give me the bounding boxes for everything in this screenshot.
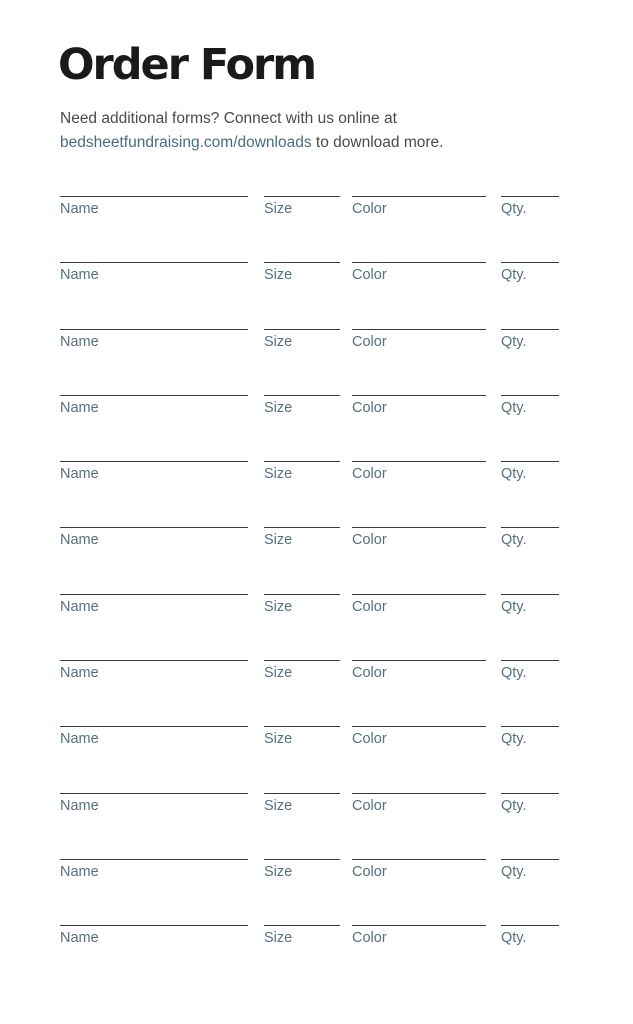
order-row xyxy=(60,244,580,310)
name-label: Name xyxy=(60,598,99,615)
order-row xyxy=(60,377,580,443)
color-label: Color xyxy=(352,267,387,284)
name-label: Name xyxy=(60,665,99,682)
intro-text xyxy=(60,107,600,155)
color-field[interactable] xyxy=(352,594,486,616)
qty-label: Qty. xyxy=(501,731,527,748)
order-row xyxy=(60,708,580,774)
qty-label: Qty. xyxy=(501,863,527,880)
qty-label: Qty. xyxy=(501,930,527,947)
qty-field[interactable] xyxy=(501,461,559,483)
color-field[interactable] xyxy=(352,925,486,947)
name-field[interactable] xyxy=(60,329,248,351)
size-field[interactable] xyxy=(264,329,340,351)
name-label: Name xyxy=(60,267,99,284)
qty-field[interactable] xyxy=(501,527,559,549)
name-field[interactable] xyxy=(60,461,248,483)
color-field[interactable] xyxy=(352,527,486,549)
intro-line-2 xyxy=(60,131,600,155)
order-row xyxy=(60,443,580,509)
color-field[interactable] xyxy=(352,262,486,284)
size-field[interactable] xyxy=(264,527,340,549)
name-field[interactable] xyxy=(60,395,248,417)
color-label: Color xyxy=(352,399,387,416)
color-label: Color xyxy=(352,333,387,350)
qty-field[interactable] xyxy=(501,793,559,815)
color-field[interactable] xyxy=(352,461,486,483)
qty-field[interactable] xyxy=(501,594,559,616)
color-field[interactable] xyxy=(352,329,486,351)
color-label: Color xyxy=(352,201,387,217)
qty-field[interactable] xyxy=(501,262,559,284)
size-field[interactable] xyxy=(264,196,340,218)
size-field[interactable] xyxy=(264,395,340,417)
name-label: Name xyxy=(60,201,99,217)
color-label: Color xyxy=(352,930,387,947)
size-label: Size xyxy=(264,466,293,483)
size-field[interactable] xyxy=(264,726,340,748)
qty-field[interactable] xyxy=(501,660,559,682)
color-label: Color xyxy=(352,598,387,615)
color-field[interactable] xyxy=(352,793,486,815)
name-field[interactable] xyxy=(60,793,248,815)
name-label: Name xyxy=(60,731,99,748)
order-row xyxy=(60,576,580,642)
qty-field[interactable] xyxy=(501,395,559,417)
qty-field[interactable] xyxy=(501,196,559,218)
name-label: Name xyxy=(60,863,99,880)
name-label: Name xyxy=(60,399,99,416)
size-label: Size xyxy=(264,399,293,416)
intro-line-1: Need additional forms? Connect with us online at xyxy=(60,110,397,127)
qty-field[interactable] xyxy=(501,925,559,947)
name-field[interactable] xyxy=(60,527,248,549)
size-field[interactable] xyxy=(264,461,340,483)
name-label: Name xyxy=(60,797,99,814)
qty-label: Qty. xyxy=(501,399,527,416)
qty-label: Qty. xyxy=(501,665,527,682)
order-row xyxy=(60,311,580,377)
size-label: Size xyxy=(264,333,293,350)
order-row xyxy=(60,509,580,575)
qty-label: Qty. xyxy=(501,598,527,615)
color-field[interactable] xyxy=(352,859,486,881)
name-field[interactable] xyxy=(60,594,248,616)
qty-label: Qty. xyxy=(501,333,527,350)
name-field[interactable] xyxy=(60,925,248,947)
name-field[interactable] xyxy=(60,196,248,218)
size-label: Size xyxy=(264,863,293,880)
color-label: Color xyxy=(352,532,387,549)
qty-label: Qty. xyxy=(501,267,527,284)
page-title: Order Form xyxy=(58,40,316,90)
size-label: Size xyxy=(264,201,293,217)
size-label: Size xyxy=(264,797,293,814)
intro-suffix: to download more. xyxy=(311,134,444,151)
name-label: Name xyxy=(60,466,99,483)
name-label: Name xyxy=(60,333,99,350)
name-label: Name xyxy=(60,532,99,549)
size-field[interactable] xyxy=(264,660,340,682)
qty-label: Qty. xyxy=(501,797,527,814)
color-field[interactable] xyxy=(352,726,486,748)
size-field[interactable] xyxy=(264,793,340,815)
qty-field[interactable] xyxy=(501,726,559,748)
color-field[interactable] xyxy=(352,395,486,417)
name-field[interactable] xyxy=(60,262,248,284)
qty-field[interactable] xyxy=(501,859,559,881)
color-field[interactable] xyxy=(352,660,486,682)
qty-field[interactable] xyxy=(501,329,559,351)
name-label: Name xyxy=(60,930,99,947)
size-label: Size xyxy=(264,930,293,947)
color-label: Color xyxy=(352,466,387,483)
color-label: Color xyxy=(352,665,387,682)
name-field[interactable] xyxy=(60,726,248,748)
order-row xyxy=(60,642,580,708)
name-field[interactable] xyxy=(60,660,248,682)
size-label: Size xyxy=(264,598,293,615)
size-field[interactable] xyxy=(264,262,340,284)
order-row xyxy=(60,178,580,244)
order-row xyxy=(60,841,580,907)
order-rows xyxy=(60,178,580,974)
size-field[interactable] xyxy=(264,594,340,616)
color-label: Color xyxy=(352,863,387,880)
size-field[interactable] xyxy=(264,925,340,947)
downloads-link[interactable]: bedsheetfundraising.com/downloads xyxy=(60,134,312,151)
qty-label: Qty. xyxy=(501,532,527,549)
size-label: Size xyxy=(264,731,293,748)
color-label: Color xyxy=(352,797,387,814)
size-label: Size xyxy=(264,532,293,549)
order-row xyxy=(60,775,580,841)
color-field[interactable] xyxy=(352,196,486,218)
size-label: Size xyxy=(264,665,293,682)
color-label: Color xyxy=(352,731,387,748)
name-field[interactable] xyxy=(60,859,248,881)
size-field[interactable] xyxy=(264,859,340,881)
qty-label: Qty. xyxy=(501,466,527,483)
size-label: Size xyxy=(264,267,293,284)
order-row xyxy=(60,907,580,973)
qty-label: Qty. xyxy=(501,201,527,217)
